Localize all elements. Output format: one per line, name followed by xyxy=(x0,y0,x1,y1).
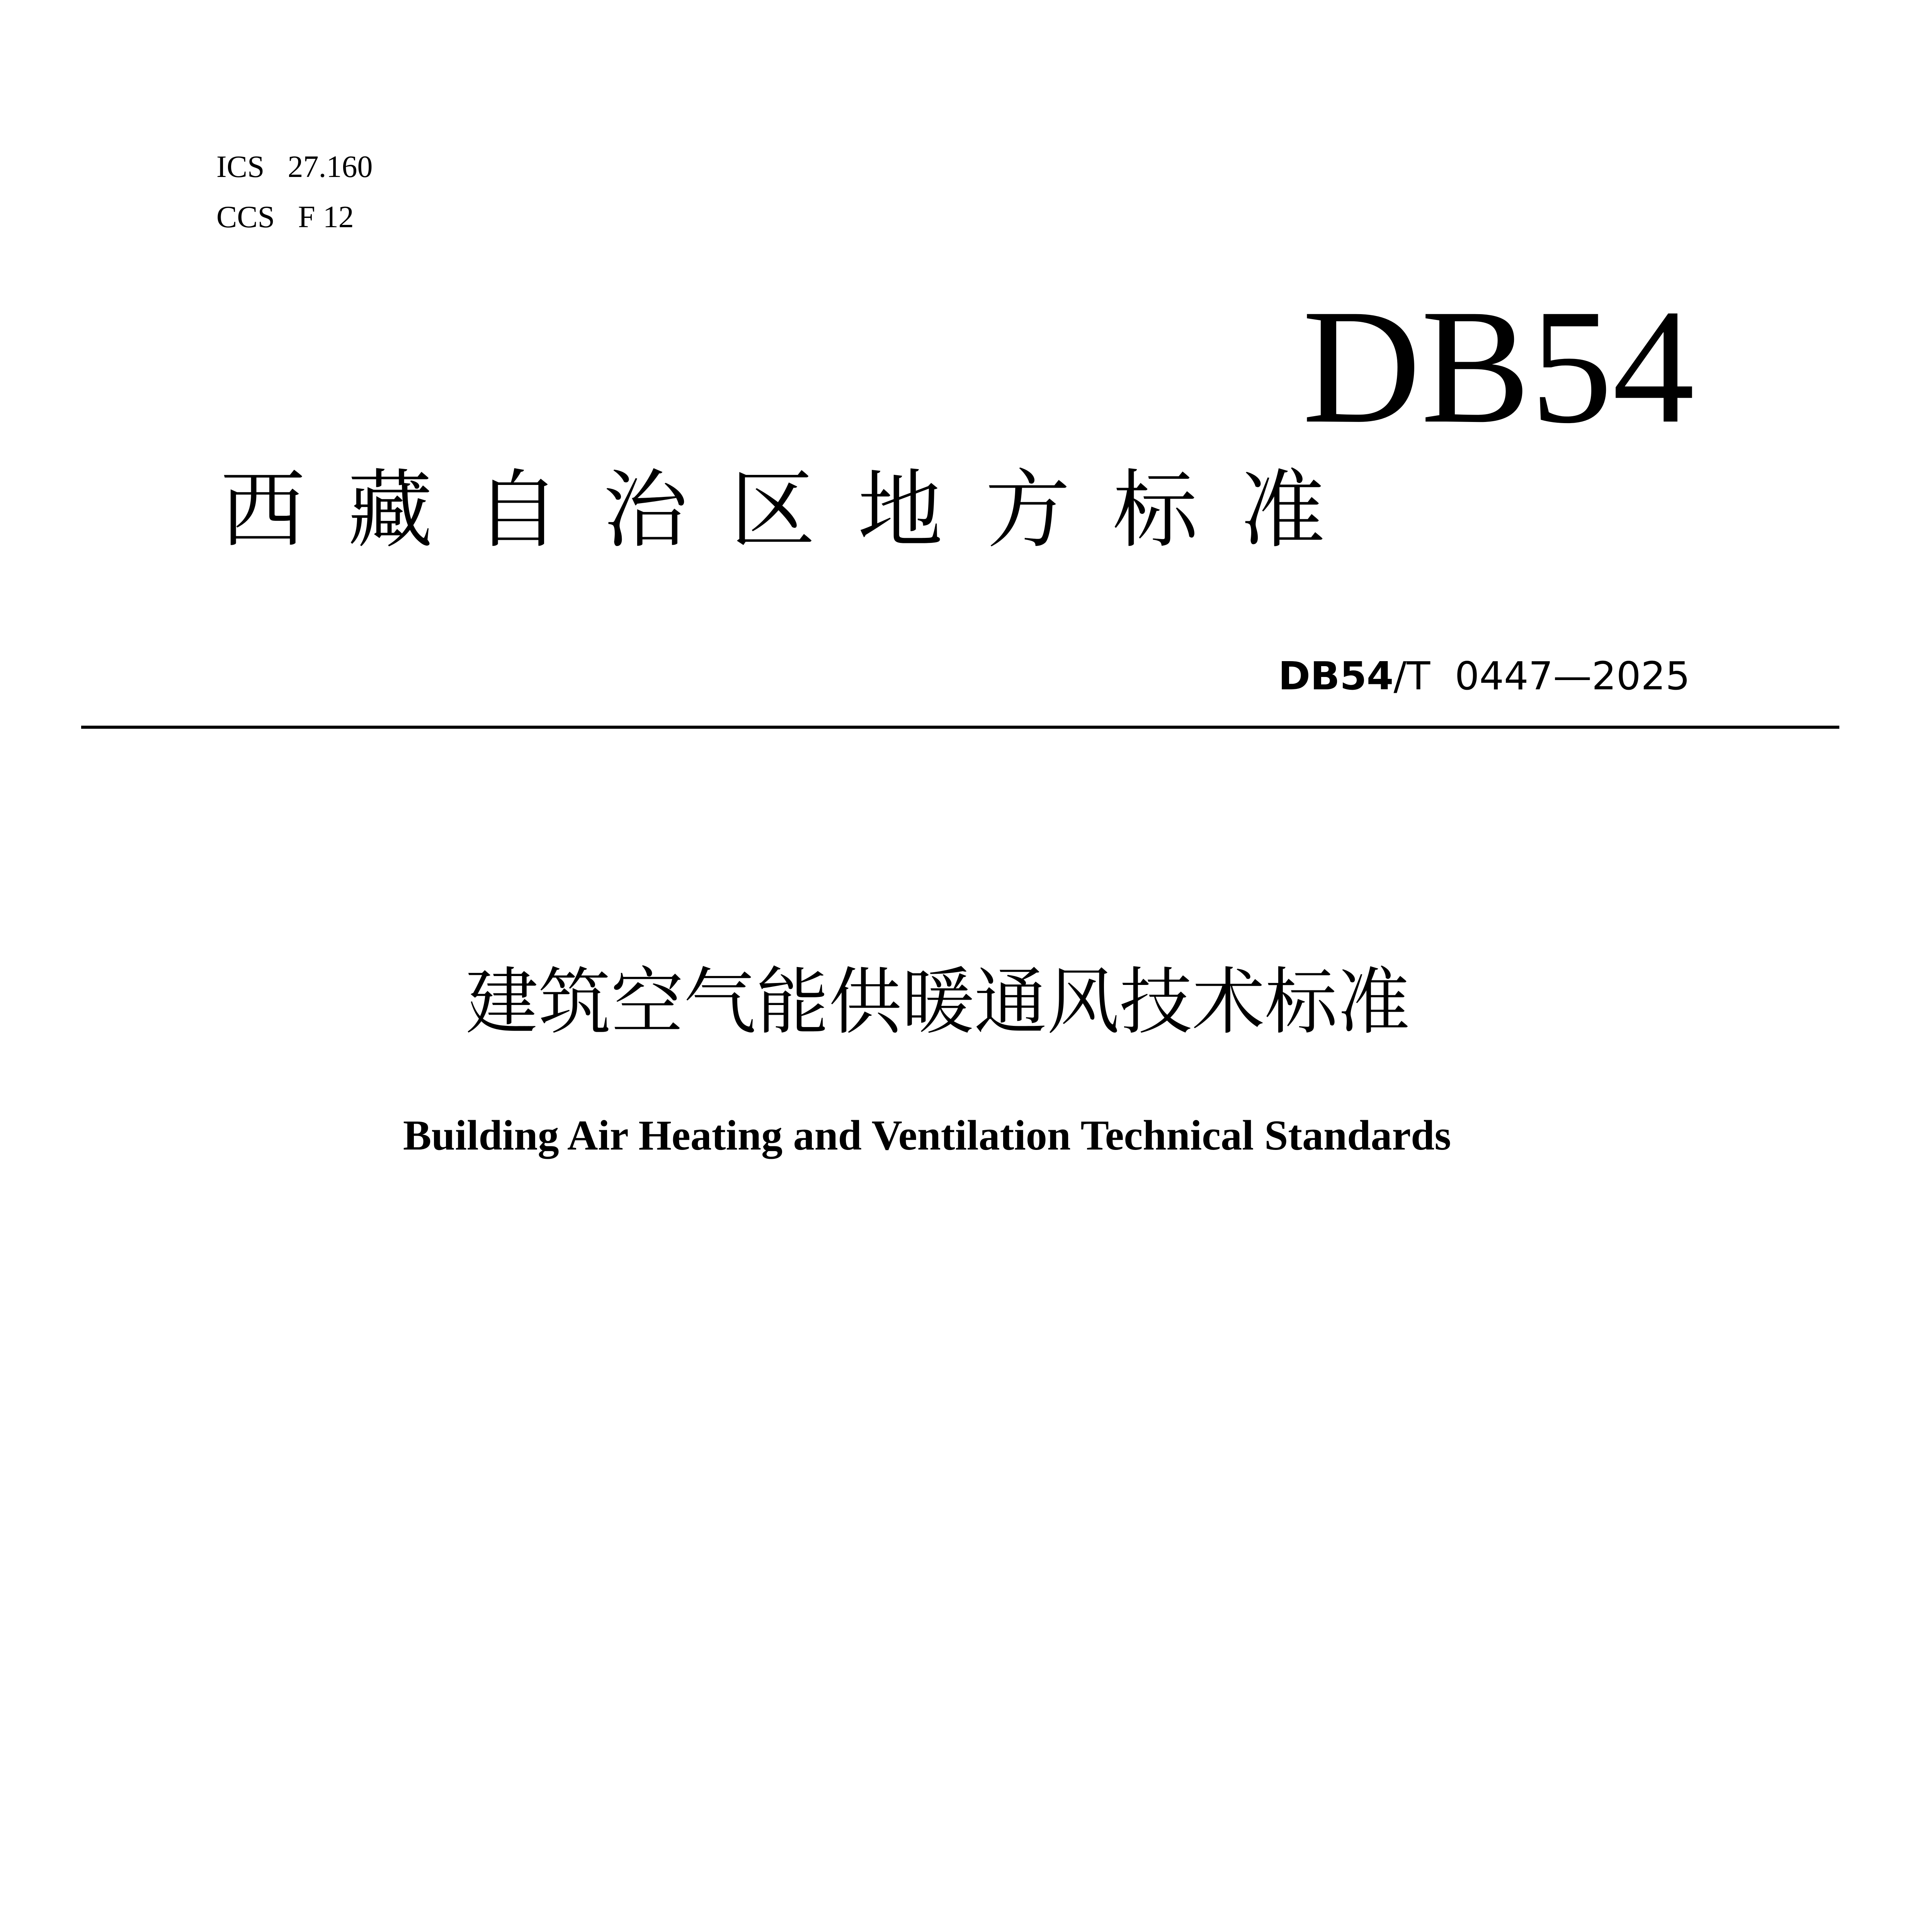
title-cn: 建筑空气能供暖通风技术标准 xyxy=(466,960,1410,1044)
title-en: Building Air Heating and Ventilation Technical Standards xyxy=(403,1112,1451,1159)
ccs-label: CCS xyxy=(216,200,275,234)
ics-label: ICS xyxy=(216,150,265,184)
top-divider xyxy=(81,726,1839,729)
standard-number-rest: /T 0447—2025 xyxy=(1393,653,1690,699)
standard-number-prefix: DB54 xyxy=(1278,653,1394,699)
standard-type-heading: 西 藏 自 治 区 地 方 标 准 xyxy=(220,461,1333,560)
ics-value: 27.160 xyxy=(287,150,373,184)
db-mark: DB54 xyxy=(1302,275,1695,457)
ccs-value: F 12 xyxy=(298,200,354,234)
standard-number xyxy=(1278,653,1690,699)
ics-code xyxy=(216,151,373,182)
ccs-code xyxy=(216,202,354,233)
